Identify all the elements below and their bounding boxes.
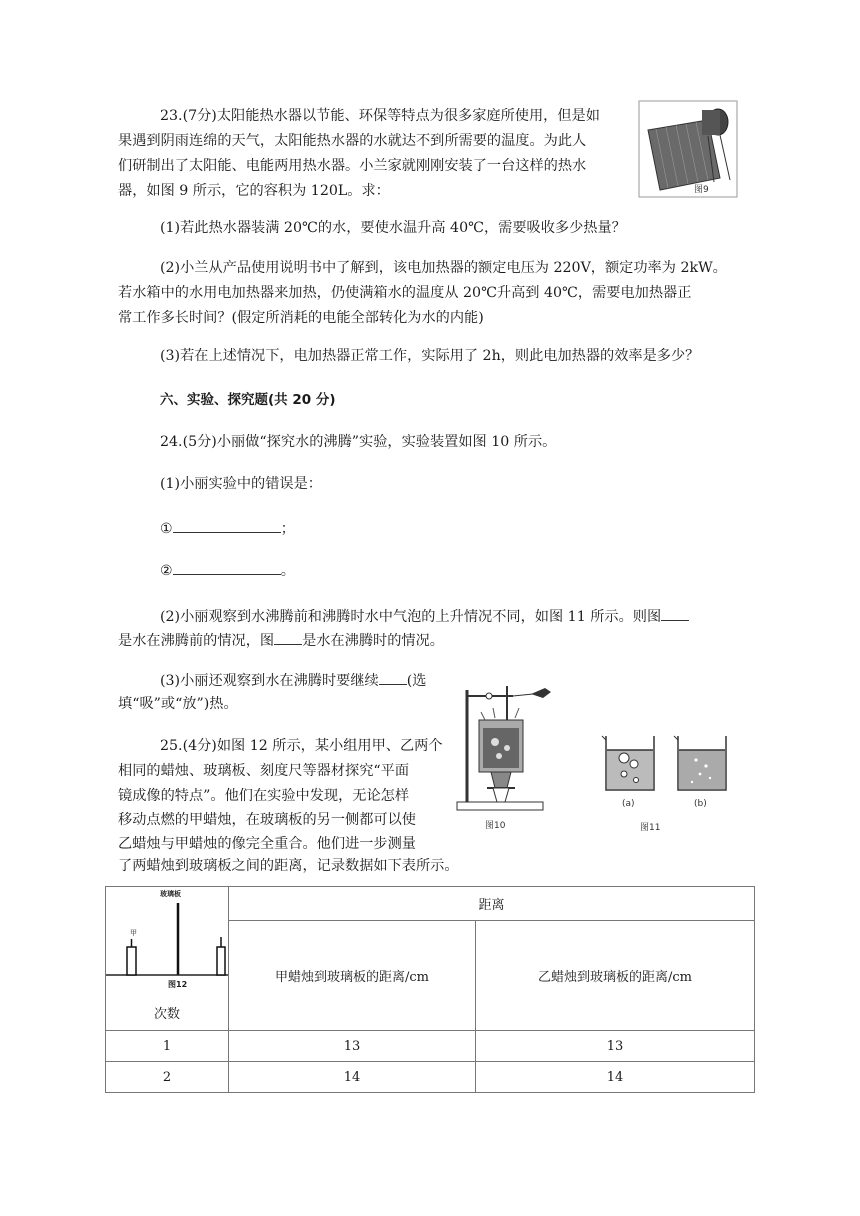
table-header-distance: 距离 (229, 887, 755, 921)
fig12-label: 图12 (168, 980, 188, 989)
fig11-b-label: (b) (694, 799, 707, 809)
section-title: 六、实验、探究题(共 20 分) (160, 392, 336, 408)
q24-part-1: (1)小丽实验中的错误是： (160, 476, 322, 492)
q23-part-2-line-1: (2)小兰从产品使用说明书中了解到，该电加热器的额定电压为 220V，额定功率为 2kW。 (160, 260, 727, 276)
beakers-figure (596, 732, 736, 836)
row-2-count: 2 (106, 1062, 229, 1093)
q24-part-2-line-1 (160, 606, 689, 627)
fig12-jia-label: 甲 (130, 929, 137, 937)
q23-part-2-line-2: 若水箱中的水用电加热器来加热，仍使满箱水的温度从 20℃升高到 40℃，需要电加热器正 (118, 285, 692, 301)
answer-blank-2[interactable] (173, 560, 281, 575)
q24-intro: 24.(5分)小丽做“探究水的沸腾”实验，实验装置如图 10 所示。 (160, 434, 557, 450)
circle-two-marker: ② (160, 563, 173, 579)
q23-line-1: 23.(7分)太阳能热水器以节能、环保等特点为很多家庭所使用，但是如 (160, 108, 600, 124)
q24-part-3-text-b: (选 (406, 673, 427, 689)
q25-line-6: 了两蜡烛到玻璃板之间的距离，记录数据如下表所示。 (118, 858, 459, 874)
answer-blank-before-boiling[interactable] (661, 606, 689, 621)
boiling-apparatus-figure (455, 676, 570, 836)
q25-line-5: 乙蜡烛与甲蜡烛的像完全重合。他们进一步测量 (118, 836, 416, 852)
q24-blank-2-line (160, 560, 295, 581)
q24-part-2-text-a: (2)小丽观察到水沸腾前和沸腾时水中气泡的上升情况不同，如图 11 所示。则图 (160, 609, 662, 625)
table-header-yi: 乙蜡烛到玻璃板的距离/cm (476, 921, 755, 1031)
q25-line-2: 相同的蜡烛、玻璃板、刻度尺等器材探究“平面 (118, 763, 410, 779)
q25-line-1: 25.(4分)如图 12 所示，某小组用甲、乙两个 (160, 738, 443, 754)
q24-part-3-line-1 (160, 670, 426, 691)
q23-part-1: (1)若此热水器装满 20℃的水，要使水温升高 40℃，需要吸收多少热量？ (160, 220, 626, 236)
row-1-yi: 13 (476, 1031, 755, 1062)
fig9-label: 图9 (694, 185, 709, 195)
q24-part-2-text-b: 是水在沸腾前的情况，图 (118, 633, 275, 649)
blank-2-suffix: 。 (280, 563, 295, 579)
table-row (106, 1031, 755, 1062)
fig10-label: 图10 (485, 821, 506, 831)
q23-line-3: 们研制出了太阳能、电能两用热水器。小兰家就刚刚安装了一台这样的热水 (118, 158, 587, 174)
table-header-count: 次数 (153, 1007, 180, 1022)
circle-one-marker: ① (160, 521, 173, 537)
fig12-glass-label: 玻璃板 (160, 890, 181, 898)
blank-1-suffix: ； (280, 521, 295, 537)
answer-blank-heat[interactable] (379, 670, 407, 685)
q24-part-3-line-2: 填“吸”或“放”)热。 (118, 696, 238, 712)
answer-blank-during-boiling[interactable] (274, 630, 302, 645)
row-1-jia: 13 (229, 1031, 476, 1062)
row-2-yi: 14 (476, 1062, 755, 1093)
q23-line-4: 器，如图 9 所示，它的容积为 120L。求： (118, 183, 390, 199)
q24-blank-1-line (160, 518, 295, 539)
solar-heater-figure (638, 100, 738, 198)
row-2-jia: 14 (229, 1062, 476, 1093)
fig11-a-label: (a) (622, 799, 635, 809)
q25-line-3: 镜成像的特点”。他们在实验中发现，无论怎样 (118, 788, 410, 804)
answer-blank-1[interactable] (173, 518, 281, 533)
q23-part-2-line-3: 常工作多长时间？(假定所消耗的电能全部转化为水的内能) (118, 310, 484, 326)
table-row (106, 1062, 755, 1093)
q24-part-2-text-c: 是水在沸腾时的情况。 (302, 633, 444, 649)
table-header-jia: 甲蜡烛到玻璃板的距离/cm (229, 921, 476, 1031)
q24-part-2-line-2 (118, 630, 444, 651)
q25-line-4: 移动点燃的甲蜡烛，在玻璃板的另一侧都可以使 (118, 812, 416, 828)
fig11-label: 图11 (640, 823, 661, 833)
q23-part-3: (3)若在上述情况下，电加热器正常工作，实际用了 2h，则此电加热器的效率是多少？ (160, 348, 700, 364)
distance-table (105, 886, 755, 1093)
q23-line-2: 果遇到阴雨连绵的天气，太阳能热水器的水就达不到所需要的温度。为此人 (118, 133, 587, 149)
q24-part-3-text-a: (3)小丽还观察到水在沸腾时要继续 (160, 673, 379, 689)
row-1-count: 1 (106, 1031, 229, 1062)
table-header-count-cell (106, 887, 229, 1031)
